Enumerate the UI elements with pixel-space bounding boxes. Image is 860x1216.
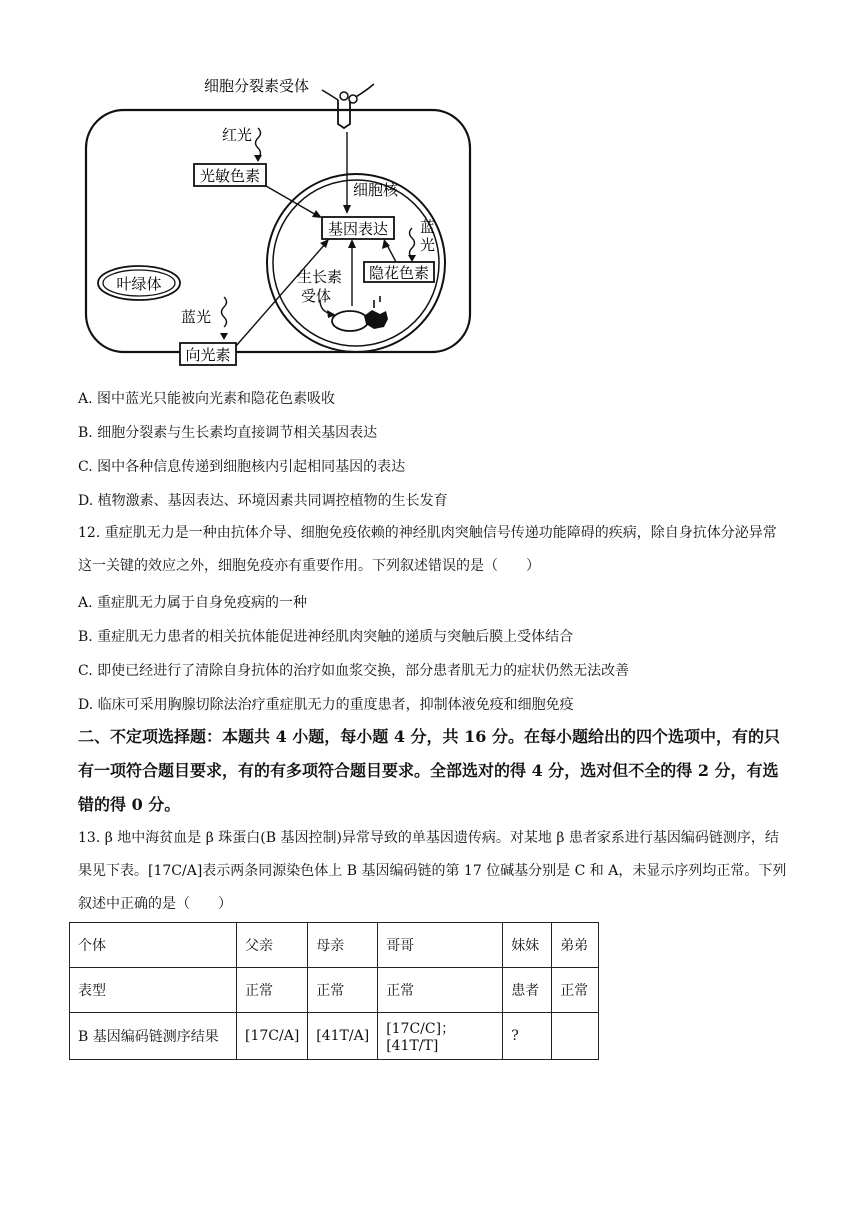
table-header-row: [70, 923, 599, 968]
auxin-receptor-label-2: 受体: [301, 289, 332, 305]
q11-option-d: D. 植物激素、基因表达、环境因素共同调控植物的生长发育: [78, 493, 448, 509]
section2-heading: 二、不定项选择题：本题共 4 小题，每小题 4 分，共 16 分。在每小题给出的四个选项中，有的只有一项符合题目要求，有的有多项符合题目要求。全部选对的得 4 分，选对但不全的得 2 分，有选错的得 0 分。: [78, 727, 780, 814]
table-cell: 患者: [503, 968, 552, 1013]
table-header-cell: 父亲: [237, 923, 308, 968]
q13-stem: 13. β 地中海贫血是 β 珠蛋白(B 基因控制)异常导致的单基因遗传病。对某地 β 患者家系进行基因编码链测序，结果见下表。[17C/A]表示两条同源染色体上 B 基因编码链的第 17 位碱基分别是 C 和 A，未显示序列均正常。下列叙述中正确的是（ ）: [78, 830, 787, 912]
gene-expression-label: 基因表达: [327, 222, 389, 238]
q12-option-c: C. 即使已经进行了清除自身抗体的治疗如血浆交换，部分患者肌无力的症状仍然无法改善: [78, 663, 630, 679]
blue-light-label: 蓝光: [181, 310, 212, 326]
cryptochrome-label: 隐花色素: [368, 266, 430, 282]
auxin-receptor-shape: [332, 311, 368, 331]
cytokinin-receptor-icon: [322, 84, 374, 128]
table-header-cell: 弟弟: [552, 923, 599, 968]
q11-option-b: B. 细胞分裂素与生长素均直接调节相关基因表达: [78, 425, 378, 441]
phototropin-label: 向光素: [185, 348, 231, 364]
table-cell: [41T/A]: [308, 1013, 378, 1060]
table-header-cell: 妹妹: [503, 923, 552, 968]
chloroplast-label: 叶绿体: [116, 277, 162, 293]
table-cell: [552, 1013, 599, 1060]
blue-light-vertical-1: 蓝: [420, 220, 436, 236]
table-cell: 正常: [308, 968, 378, 1013]
table-cell: [17C/C]；[41T/T]: [378, 1013, 503, 1060]
red-light-label: 红光: [222, 128, 253, 144]
q11-option-c: C. 图中各种信息传递到细胞核内引起相同基因的表达: [78, 459, 406, 475]
table-cell: 正常: [552, 968, 599, 1013]
table-header-cell: 个体: [70, 923, 237, 968]
cell-signaling-diagram: [0, 0, 860, 380]
phytochrome-label: 光敏色素: [199, 169, 261, 185]
table-row: [70, 968, 599, 1013]
table-row: [70, 1013, 599, 1060]
q11-option-a: A. 图中蓝光只能被向光素和隐花色素吸收: [78, 391, 336, 407]
blue-light-vertical-2: 光: [420, 238, 436, 254]
q12-option-b: B. 重症肌无力患者的相关抗体能促进神经肌肉突触的递质与突触后膜上受体结合: [78, 629, 574, 645]
table-cell: 正常: [237, 968, 308, 1013]
auxin-molecule-icon: [364, 310, 388, 329]
table-header-cell: 哥哥: [378, 923, 503, 968]
q12-stem: 12. 重症肌无力是一种由抗体介导、细胞免疫依赖的神经肌肉突触信号传递功能障碍的疾病，除自身抗体分泌异常这一关键的效应之外，细胞免疫亦有重要作用。下列叙述错误的是（ ）: [78, 525, 777, 574]
auxin-receptor-label-1: 生长素: [297, 270, 343, 286]
q12-option-d: D. 临床可采用胸腺切除法治疗重症肌无力的重度患者，抑制体液免疫和细胞免疫: [78, 697, 574, 713]
table-header-cell: 母亲: [308, 923, 378, 968]
cell-outline: [86, 110, 470, 352]
table-cell: 表型: [70, 968, 237, 1013]
cytokinin-receptor-label: 细胞分裂素受体: [204, 79, 310, 95]
q12-option-a: A. 重症肌无力属于自身免疫病的一种: [78, 595, 308, 611]
table-cell: [17C/A]: [237, 1013, 308, 1060]
sequencing-table: [69, 922, 599, 1060]
table-cell: 正常: [378, 968, 503, 1013]
table-cell: ?: [503, 1013, 552, 1060]
table-cell: B 基因编码链测序结果: [70, 1013, 237, 1060]
nucleus-label: 细胞核: [353, 183, 399, 199]
